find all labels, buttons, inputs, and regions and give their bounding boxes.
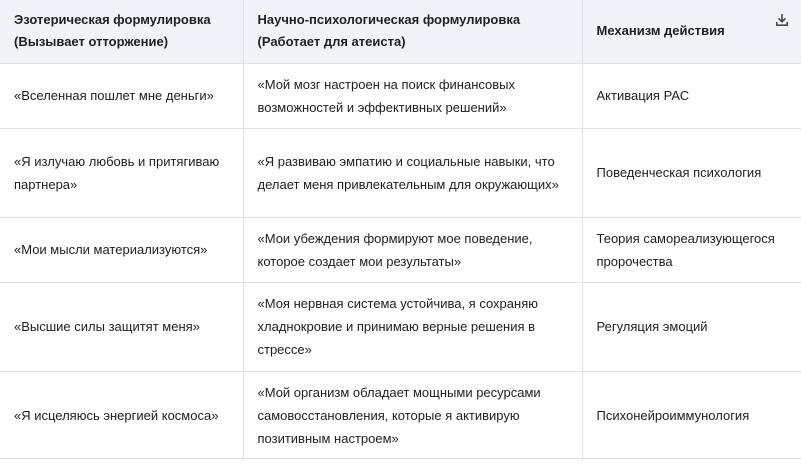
cell-scientific: «Мой организм обладает мощными ресурсами самовосстановления, которые я активирую позитивным настроем» — [243, 371, 582, 460]
cell-mechanism: Поведенческая психология — [582, 128, 801, 217]
download-icon — [775, 13, 789, 27]
cell-esoteric: «Я излучаю любовь и притягиваю партнера» — [0, 128, 243, 217]
table-row — [0, 63, 801, 128]
table-row — [0, 217, 801, 282]
header-mechanism: Механизм действия — [596, 23, 725, 39]
table-header-row — [0, 0, 801, 63]
cell-scientific: «Я развиваю эмпатию и социальные навыки, что делает меня привлекательным для окружающих» — [243, 128, 582, 217]
cell-esoteric: «Вселенная пошлет мне деньги» — [0, 63, 243, 128]
cell-esoteric: «Мои мысли материализуются» — [0, 217, 243, 282]
table-row — [0, 128, 801, 217]
cell-mechanism: Регуляция эмоций — [582, 282, 801, 371]
header-scientific: Научно-психологическая формулировка (Работает для атеиста) — [243, 0, 582, 63]
table-row — [0, 371, 801, 460]
download-button[interactable] — [773, 11, 791, 29]
cell-mechanism: Психонейроиммунология — [582, 371, 801, 460]
table-bottom-border — [0, 458, 801, 459]
cell-scientific: «Мои убеждения формируют мое поведение, которое создает мои результаты» — [243, 217, 582, 282]
cell-mechanism: Активация РАС — [582, 63, 801, 128]
cell-esoteric: «Высшие силы защитят меня» — [0, 282, 243, 371]
table-row — [0, 282, 801, 371]
cell-esoteric: «Я исцеляюсь энергией космоса» — [0, 371, 243, 460]
cell-mechanism: Теория самореализующегося пророчества — [582, 217, 801, 282]
cell-scientific: «Моя нервная система устойчива, я сохраняю хладнокровие и принимаю верные решения в стрессе» — [243, 282, 582, 371]
header-esoteric: Эзотерическая формулировка (Вызывает отторжение) — [0, 0, 243, 63]
cell-scientific: «Мой мозг настроен на поиск финансовых возможностей и эффективных решений» — [243, 63, 582, 128]
